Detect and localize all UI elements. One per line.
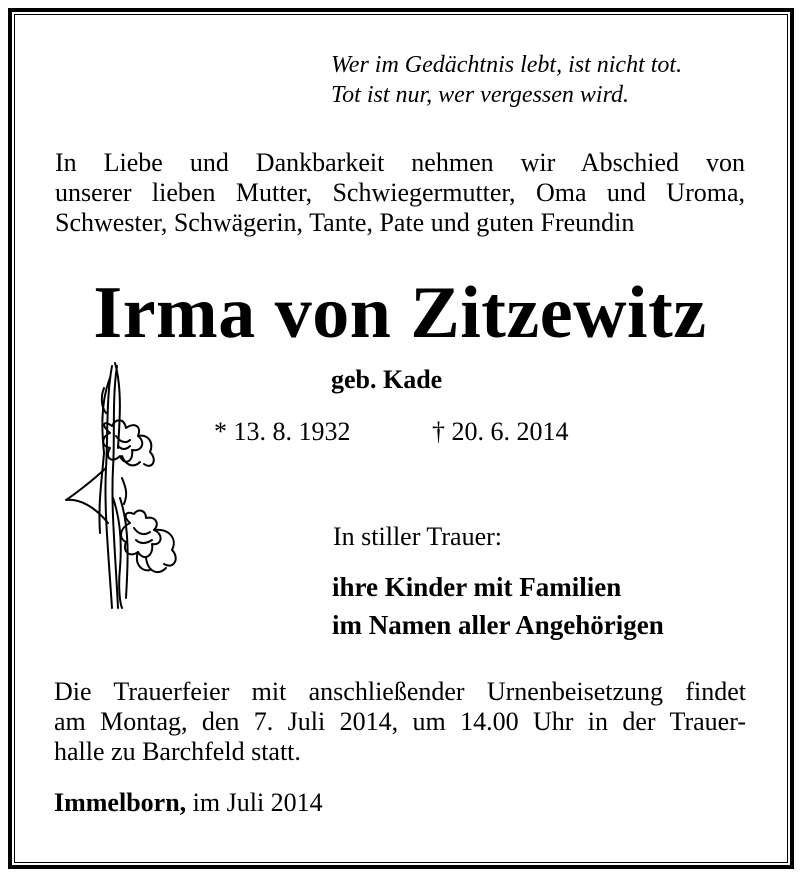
funeral-line-3: halle zu Barchfeld statt. — [54, 737, 301, 766]
funeral-notice — [54, 677, 746, 767]
death-date: † 20. 6. 2014 — [432, 417, 569, 446]
motto-line-1: Wer im Gedächtnis lebt, ist nicht tot. — [331, 52, 683, 78]
intro-text — [55, 148, 745, 238]
mourners-line-2: im Namen aller Angehörigen — [332, 610, 664, 640]
birth-date: * 13. 8. 1932 — [214, 417, 351, 446]
intro-line-1: In Liebe und Dankbarkeit nehmen wir Abschied von — [55, 148, 745, 177]
place-date-line — [54, 788, 323, 818]
intro-line-3: Schwester, Schwägerin, Tante, Pate und guten Freundin — [55, 208, 635, 237]
mourners-line-1: ihre Kinder mit Familien — [332, 572, 622, 602]
mourning-heading: In stiller Trauer: — [333, 522, 502, 551]
iris-flower-icon — [60, 358, 190, 613]
motto — [331, 50, 751, 110]
signoff-date: im Juli 2014 — [186, 788, 323, 817]
funeral-line-1: Die Trauerfeier mit anschließender Urnenbeisetzung findet — [54, 677, 746, 706]
funeral-line-2: am Montag, den 7. Juli 2014, um 14.00 Uhr in der Trauer- — [54, 707, 746, 736]
deceased-name: Irma von Zitzewitz — [93, 272, 707, 354]
intro-line-2: unserer lieben Mutter, Schwiegermutter, Oma und Uroma, — [55, 178, 745, 207]
maiden-name: geb. Kade — [331, 365, 443, 394]
place-name: Immelborn, — [54, 788, 187, 817]
motto-line-2: Tot ist nur, wer vergessen wird. — [331, 82, 630, 108]
mourners-block — [332, 568, 664, 644]
